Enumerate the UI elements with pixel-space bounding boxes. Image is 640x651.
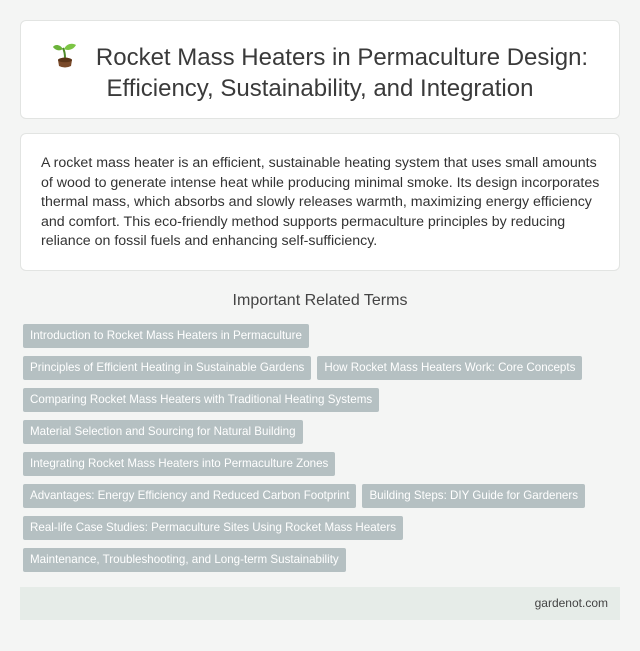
related-terms-list xyxy=(23,324,623,580)
related-term-tag[interactable]: Principles of Efficient Heating in Sustainable Gardens xyxy=(23,356,311,380)
tag-row xyxy=(23,484,623,516)
tag-row xyxy=(23,452,623,484)
related-term-tag[interactable]: Maintenance, Troubleshooting, and Long-term Sustainability xyxy=(23,548,346,572)
related-term-tag[interactable]: Building Steps: DIY Guide for Gardeners xyxy=(362,484,585,508)
related-term-tag[interactable]: Comparing Rocket Mass Heaters with Traditional Heating Systems xyxy=(23,388,379,412)
tag-row xyxy=(23,548,623,580)
related-term-tag[interactable]: How Rocket Mass Heaters Work: Core Concepts xyxy=(317,356,582,380)
related-term-tag[interactable]: Real-life Case Studies: Permaculture Sites Using Rocket Mass Heaters xyxy=(23,516,403,540)
footer xyxy=(20,587,620,620)
tag-row xyxy=(23,420,623,452)
seedling-icon xyxy=(52,41,78,71)
related-term-tag[interactable]: Integrating Rocket Mass Heaters into Permaculture Zones xyxy=(23,452,335,476)
intro-paragraph: A rocket mass heater is an efficient, sustainable heating system that uses small amounts of wood to generate intense heat while producing minimal smoke. Its design incorporates thermal mass, which absorbs and slowly releases warmth, maximizing energy efficiency and comfort. This eco-friendly method supports permaculture principles by reducing reliance on fossil fuels and enhancing self-sufficiency. xyxy=(41,155,600,249)
related-term-tag[interactable]: Advantages: Energy Efficiency and Reduced Carbon Footprint xyxy=(23,484,356,508)
footer-site: gardenot.com xyxy=(534,596,608,610)
tag-row xyxy=(23,516,623,548)
tag-row xyxy=(23,388,623,420)
title-card xyxy=(20,20,620,119)
title-line-1: Rocket Mass Heaters in Permaculture Design: xyxy=(95,44,589,71)
related-term-tag[interactable]: Introduction to Rocket Mass Heaters in Permaculture xyxy=(23,324,309,348)
title-line-2: Efficiency, Sustainability, and Integration xyxy=(106,74,534,102)
page-title xyxy=(21,43,619,104)
related-terms-heading: Important Related Terms xyxy=(232,292,408,309)
intro-card xyxy=(20,133,620,271)
tag-row xyxy=(23,356,623,388)
tag-row xyxy=(23,324,623,356)
related-term-tag[interactable]: Material Selection and Sourcing for Natural Building xyxy=(23,420,303,444)
